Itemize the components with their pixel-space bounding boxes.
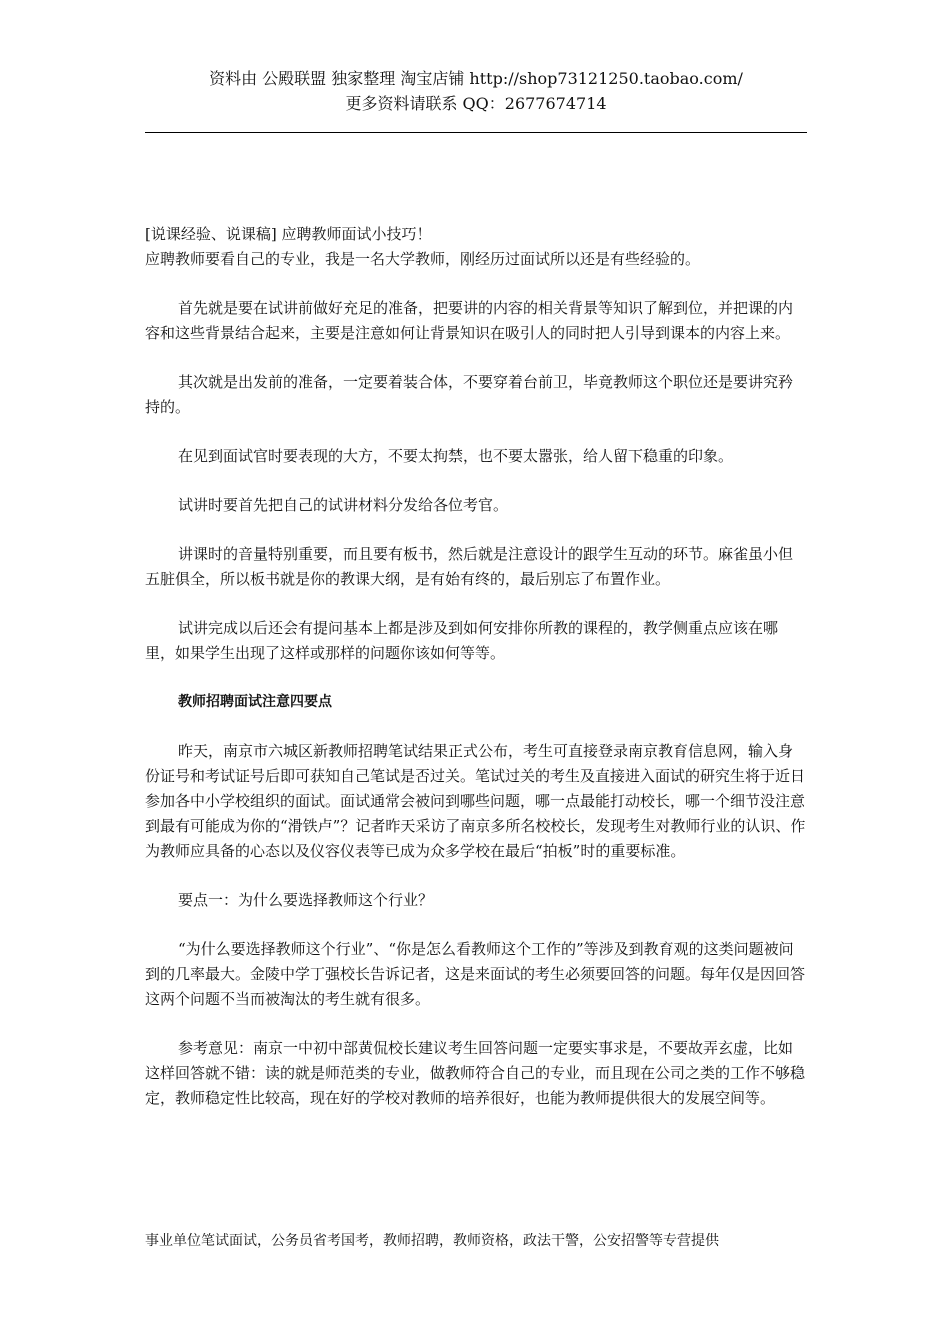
paragraph-attire: 其次就是出发前的准备，一定要着装合体，不要穿着台前卫，毕竟教师这个职位还是要讲究矜持的。: [145, 373, 794, 416]
header-contact-line: 更多资料请联系 QQ：2677674714: [345, 94, 607, 113]
paragraph-why-teacher: “为什么要选择教师这个行业”、“你是怎么看教师这个工作的”等涉及到教育观的这类问题被问到的几率最大。金陵中学丁强校长告诉记者，这是来面试的考生必须要回答的问题。每年仅是因回答这两个问题不当而被淘汰的考生就有很多。: [145, 940, 806, 1008]
page-footer: 事业单位笔试面试，公务员省考国考，教师招聘，教师资格，政法干警，公安招警等专营提供: [145, 1233, 719, 1249]
page-header: [145, 66, 807, 116]
article-title-line: [说课经验、说课稿] 应聘教师面试小技巧！: [145, 225, 432, 243]
paragraph-materials: 试讲时要首先把自己的试讲材料分发给各位考官。: [178, 496, 509, 514]
paragraph-demeanor: 在见到面试官时要表现的大方，不要太拘禁，也不要太嚣张，给人留下稳重的印象。: [178, 447, 734, 465]
paragraph-lecture: 讲课时的音量特别重要，而且要有板书，然后就是注意设计的跟学生互动的环节。麻雀虽小但五脏俱全，所以板书就是你的教课大纲，是有始有终的，最后别忘了布置作业。: [145, 545, 794, 588]
paragraph-questions: 试讲完成以后还会有提问基本上都是涉及到如何安排你所教的课程的，教学侧重点应该在哪里，如果学生出现了这样或那样的问题你该如何等等。: [145, 619, 779, 662]
section-heading: 教师招聘面试注意四要点: [178, 694, 332, 710]
header-divider: [145, 132, 807, 133]
paragraph-advice: 参考意见：南京一中初中部黄侃校长建议考生回答问题一定要实事求是，不要故弄玄虚，比如这样回答就不错：读的就是师范类的专业，做教师符合自己的专业，而且现在公司之类的工作不够稳定，教师稳定性比较高，现在好的学校对教师的培养很好，也能为教师提供很大的发展空间等。: [145, 1039, 806, 1107]
point-one-heading: 要点一：为什么要选择教师这个行业？: [178, 891, 434, 909]
header-shop-line: 资料由 公殿联盟 独家整理 淘宝店铺 http://shop73121250.taobao.com/: [209, 69, 743, 88]
article-body: [145, 222, 807, 1111]
article-intro: 应聘教师要看自己的专业，我是一名大学教师，刚经历过面试所以还是有些经验的。: [145, 250, 701, 268]
paragraph-news: 昨天，南京市六城区新教师招聘笔试结果正式公布，考生可直接登录南京教育信息网，输入身份证号和考试证号后即可获知自己笔试是否过关。笔试过关的考生及直接进入面试的研究生将于近日参加各中小学校组织的面试。面试通常会被问到哪些问题，哪一点最能打动校长，哪一个细节没注意到最有可能成为你的“滑铁卢”？记者昨天采访了南京多所名校校长，发现考生对教师行业的认识、作为教师应具备的心态以及仪容仪表等已成为众多学校在最后“拍板”时的重要标准。: [145, 742, 806, 860]
paragraph-preparation: 首先就是要在试讲前做好充足的准备，把要讲的内容的相关背景等知识了解到位，并把课的内容和这些背景结合起来，主要是注意如何让背景知识在吸引人的同时把人引导到课本的内容上来。: [145, 299, 794, 342]
